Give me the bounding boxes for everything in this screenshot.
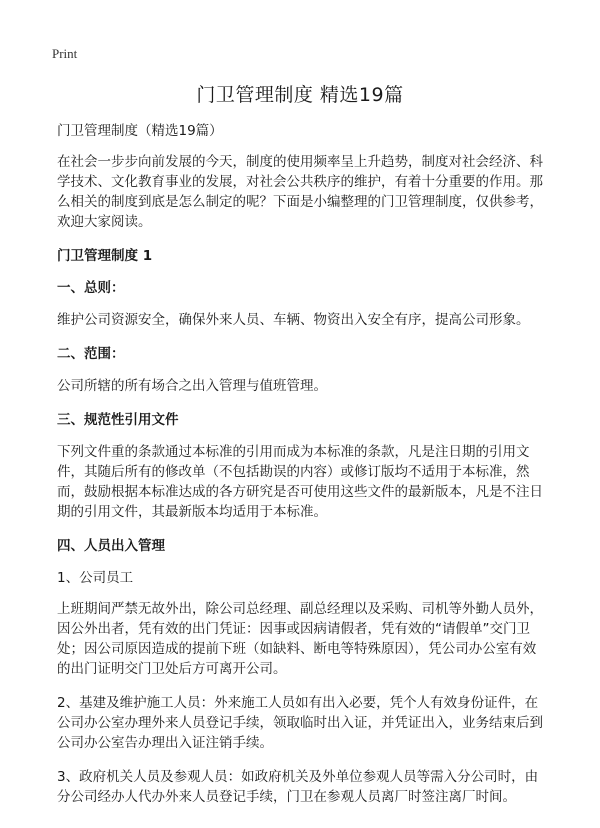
- page-title: 门卫管理制度 精选19篇: [196, 84, 404, 106]
- print-link[interactable]: Print: [52, 46, 78, 61]
- personnel-heading: 四、人员出入管理: [57, 538, 165, 554]
- item3-paragraph: 3、政府机关人员及参观人员：如政府机关及外单位参观人员等需入分公司时，由分公司经办人代办外来人员登记手续，门卫在参观人员离厂时签注离厂时间。: [57, 769, 539, 805]
- scope-paragraph: 公司所辖的所有场合之出入管理与值班管理。: [57, 378, 327, 394]
- general-paragraph: 维护公司资源安全，确保外来人员、车辆、物资出入安全有序，提高公司形象。: [57, 312, 530, 328]
- general-heading: 一、总则：: [57, 280, 125, 296]
- normative-paragraph: 下列文件重的条款通过本标准的引用而成为本标准的条款，凡是注日期的引用文件，其随后所有的修改单（不包括勘误的内容）或修订版均不适用于本标准，然而，鼓励根据本标准达成的各方研究是否可使用这些文件的最新版本，凡是不注日期的引用文件，其最新版本均适用于本标准。: [57, 444, 543, 520]
- section-heading: 门卫管理制度 1: [57, 248, 153, 264]
- intro-paragraph: 在社会一步步向前发展的今天，制度的使用频率呈上升趋势，制度对社会经济、科学技术、文化教育事业的发展，对社会公共秩序的维护，有着十分重要的作用。那么相关的制度到底是怎么制定的呢？下面是小编整理的门卫管理制度，仅供参考，欢迎大家阅读。: [57, 154, 543, 230]
- item2-paragraph: 2、基建及维护施工人员：外来施工人员如有出入必要，凭个人有效身份证件，在公司办公室办理外来人员登记手续，领取临时出入证，并凭证出入，业务结束后到公司办公室告办理出入证注销手续。: [57, 695, 543, 751]
- normative-heading: 三、规范性引用文件: [57, 412, 179, 428]
- item1-heading: 1、公司员工: [57, 570, 134, 586]
- item1-paragraph: 上班期间严禁无故外出，除公司总经理、副总经理以及采购、司机等外勤人员外，因公外出者，凭有效的出门凭证：因事或因病请假者，凭有效的“请假单”交门卫处；因公司原因造成的提前下班（如缺料、断电等特殊原因），凭公司办公室有效的出门证明交门卫处后方可离开公司。: [57, 601, 543, 677]
- document-body: [57, 121, 547, 821]
- document-subtitle: 门卫管理制度（精选19篇）: [57, 123, 223, 139]
- scope-heading: 二、范围：: [57, 346, 125, 362]
